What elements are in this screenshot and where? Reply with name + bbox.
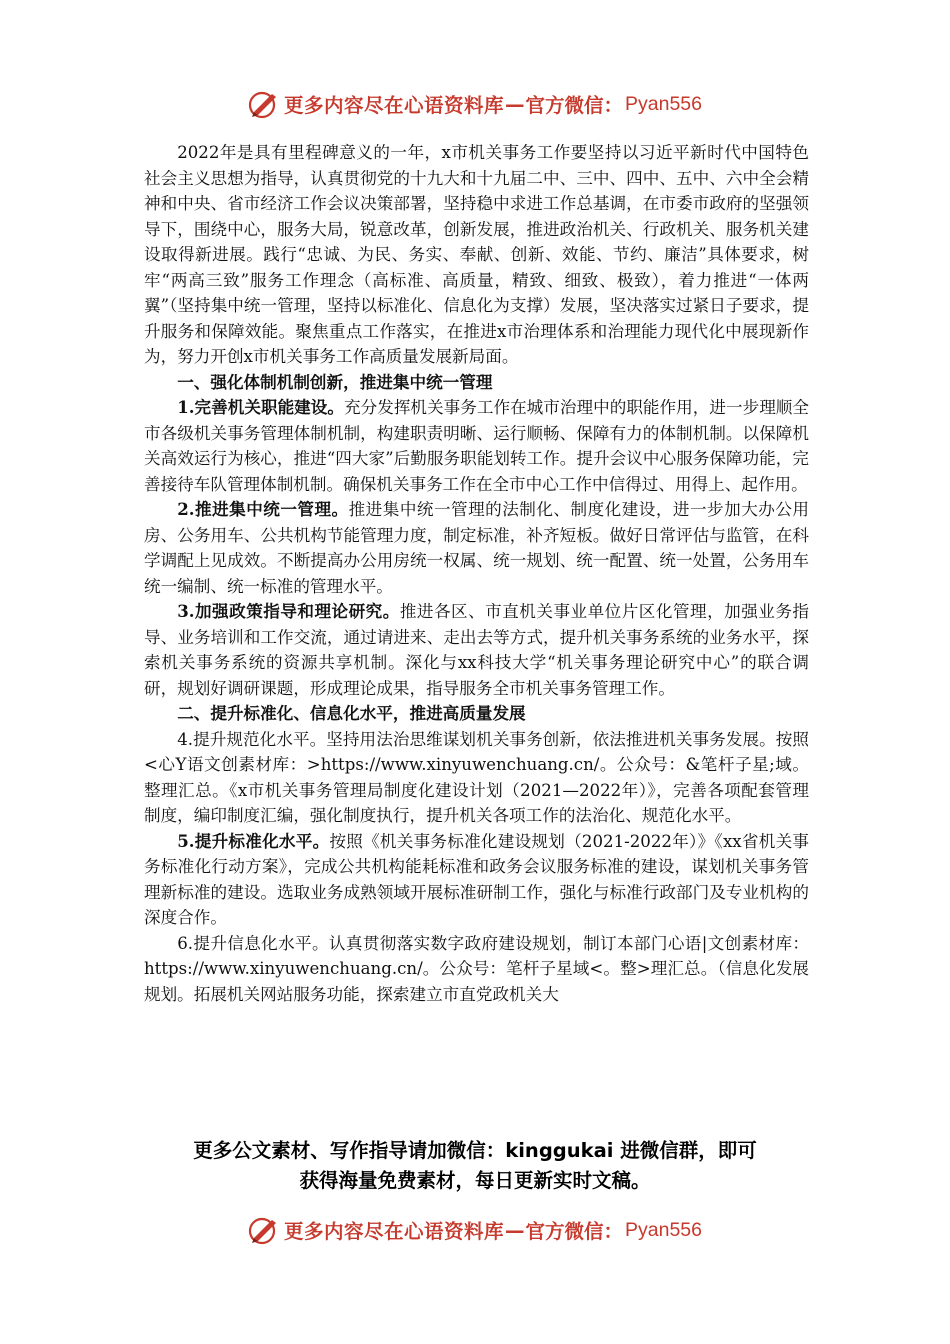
intro-paragraph: 2022年是具有里程碑意义的一年，x市机关事务工作要坚持以习近平新时代中国特色社会主义思想为指导，认真贯彻党的十九大和十九届二中、三中、四中、五中、六中全会精神和中央、省市经济工作会议决策部署，坚持稳中求进工作总基调，在市委市政府的坚强领导下，围绕中心，服务大局，锐意改革，创新发展，推进政治机关、行政机关、服务机关建设取得新进展。践行“忠诚、为民、务实、奉献、创新、效能、节约、廉洁”具体要求，树牢“两高三致”服务工作理念（高标准、高质量，精致、细致、极致），着力推进“一体两翼”（坚持集中统一管理，坚持以标准化、信息化为支撑）发展，坚决落实过紧日子要求，提升服务和保障效能。聚焦重点工作落实，在推进x市治理体系和治理能力现代化中展现新作为，努力开创x市机关事务工作高质量发展新局面。 [144, 143, 809, 366]
banner-text: 更多内容尽在心语资料库 [283, 1220, 504, 1243]
section-heading-2: 二、提升标准化、信息化水平，推进高质量发展 [177, 703, 526, 723]
item-paragraph-6: 6.提升信息化水平。认真贯彻落实数字政府建设规划，制订本部门心语|文创素材库：https://www.xinyuwenchuang.cn/。公众号：笔杆子星域<。整>理汇总。（信息化发展规划。拓展机关网站服务功能，探索建立市直党政机关大 [144, 933, 809, 1004]
promo-notice [120, 1136, 830, 1196]
pen-logo-icon [248, 1214, 280, 1246]
item-paragraph-4: 4.提升规范化水平。坚持用法治思维谋划机关事务创新，依法推进机关事务发展。按照<心Y语文创素材库：>https://www.xinyuwenchuang.cn/。公众号：&笔杆子星;域。整理汇总。《x市机关事务管理局制度化建设计划（2021—2022年）》，完善各项配套管理制度，编印制度汇编，强化制度执行，提升机关各项工作的法治化、规范化水平。 [144, 729, 809, 825]
footer-banner [0, 1210, 950, 1250]
section-heading-1: 一、强化体制机制创新，推进集中统一管理 [177, 371, 493, 392]
header-banner [0, 84, 950, 124]
item-paragraph-1: 1.完善机关职能建设。充分发挥机关事务工作在城市治理中的职能作用，进一步理顺全市各级机关事务管理体制机制，构建职责明晰、运行顺畅、保障有力的体制机制。以保障机关高效运行为核心，推进“四大家”后勤服务职能划转工作。提升会议中心服务保障功能，完善接待车队管理体制机制。确保机关事务工作在全市中心工作中信得过、用得上、起作用。 [144, 397, 809, 494]
item-paragraph-5: 5.提升标准化水平。按照《机关事务标准化建设规划（2021-2022年）》《xx省机关事务标准化行动方案》，完成公共机构能耗标准和政务会议服务标准的建设，谋划机关事务管理新标准的建设。选取业务成熟领域开展标准研制工作，强化与标准行政部门及专业机构的深度合作。 [144, 830, 809, 927]
banner-separator: — [505, 1218, 525, 1242]
pen-logo-icon [248, 88, 280, 120]
banner-wechat-label: 官方微信： [525, 1220, 624, 1243]
item-paragraph-3: 3.加强政策指导和理论研究。推进各区、市直机关事业单位片区化管理，加强业务指导、业务培训和工作交流，通过请进来、走出去等方式，提升机关事务系统的业务水平，探索机关事务系统的资源共享机制。深化与xx科技大学“机关事务理论研究中心”的联合调研，规划好调研课题，形成理论成果，指导服务全市机关事务管理工作。 [144, 601, 810, 698]
banner-wechat-id: Pyan556 [625, 92, 702, 115]
banner-wechat-id: Pyan556 [625, 1218, 702, 1241]
promo-line-2: 获得海量免费素材，每日更新实时文稿。 [299, 1169, 651, 1192]
document-body [144, 140, 809, 1007]
banner-wechat-label: 官方微信： [525, 94, 624, 117]
item-paragraph-2: 2.推进集中统一管理。推进集中统一管理的法制化、制度化建设，进一步加大办公用房、公务用车、公共机构节能管理力度，制定标准，补齐短板。做好日常评估与监管，在科学调配上见成效。不断提高办公用房统一权属、统一规划、统一配置、统一处置，公务用车统一编制、统一标准的管理水平。 [144, 499, 809, 596]
banner-separator: — [505, 92, 525, 116]
banner-text: 更多内容尽在心语资料库 [283, 94, 504, 117]
promo-line-1: 更多公文素材、写作指导请加微信：kinggukai 进微信群，即可 [193, 1139, 757, 1162]
